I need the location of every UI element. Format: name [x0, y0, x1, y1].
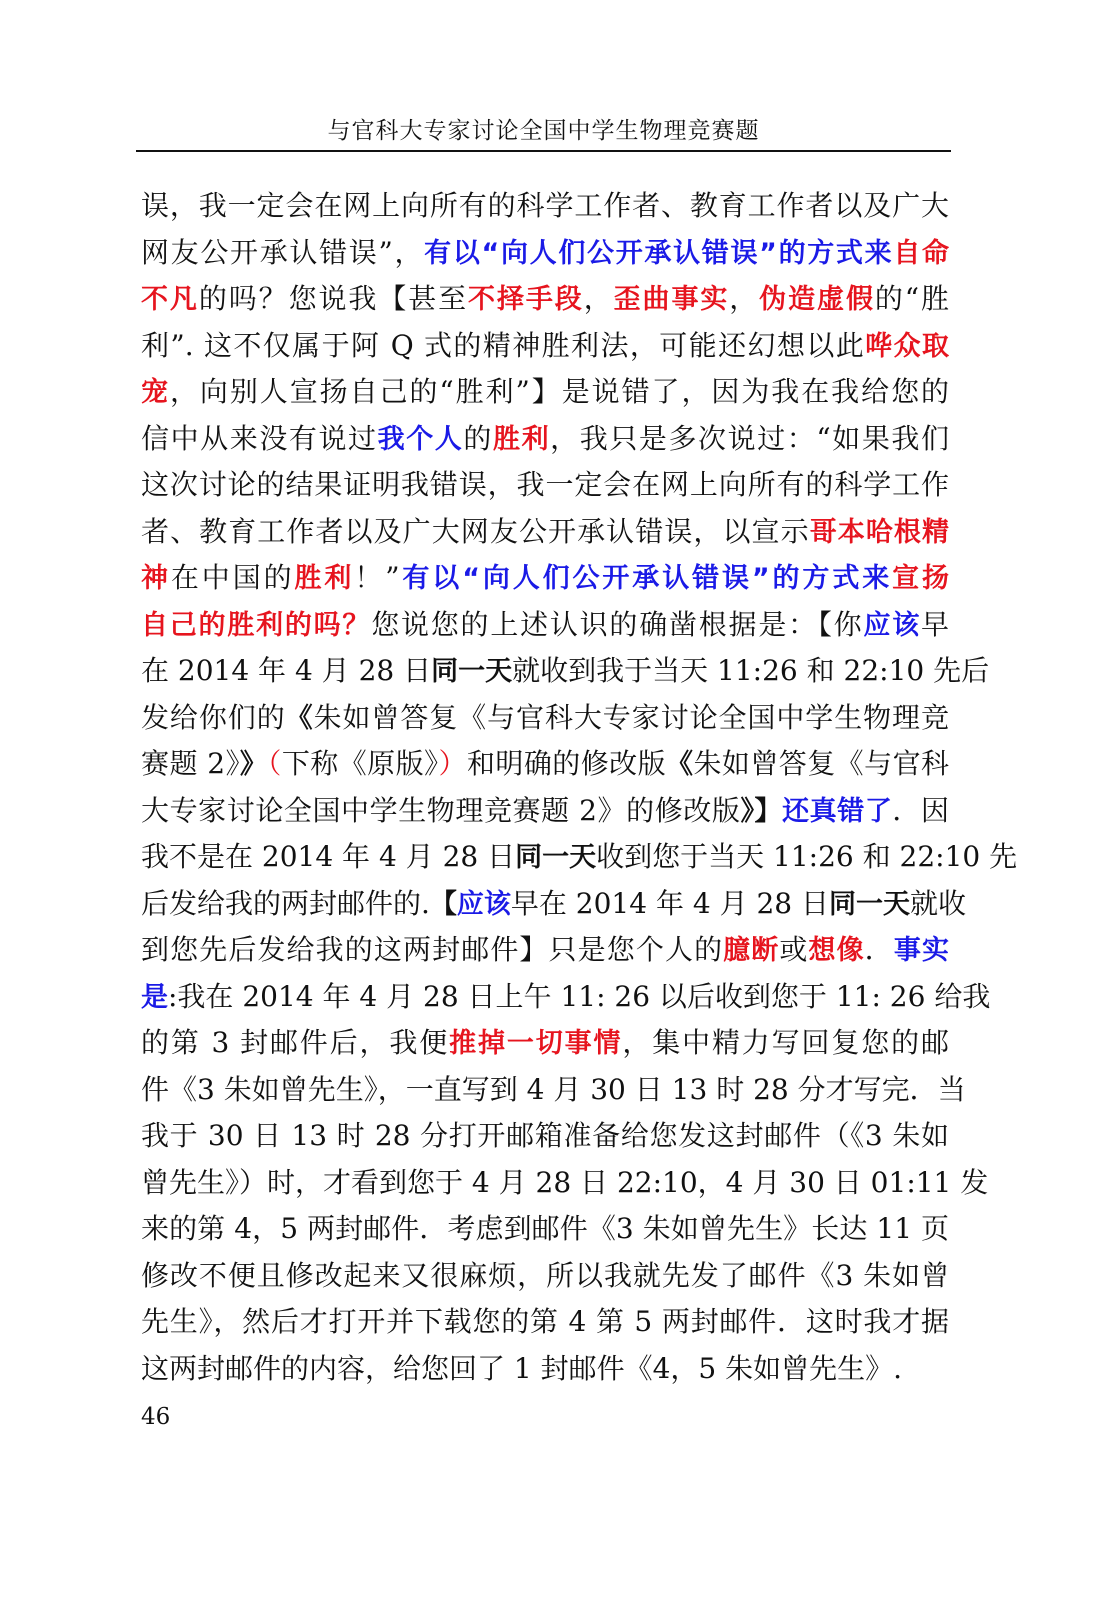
red-emphasis: 宣扬: [892, 563, 950, 594]
text-line: [141, 927, 949, 974]
text-run: 者、教育工作者以及广大网友公开承认错误，以宣示: [141, 514, 810, 548]
text-line: [141, 741, 949, 788]
text-run: 赛题 2》: [141, 747, 240, 780]
text-run: :我在 2014 年 4 月 28 日上午 11: 26 以后收到您于 11: 26 给我: [168, 979, 991, 1013]
text-line: [141, 1346, 949, 1393]
text-run: 大专家讨论全国中学生物理竞赛题 2》的修改版: [141, 793, 741, 827]
blue-emphasis: 事实: [893, 935, 949, 966]
text-line: [141, 1160, 989, 1207]
red-emphasis: 推掉一切事情: [449, 1028, 623, 1059]
blue-emphasis: 有以“向人们公开承认错误”的方式来: [399, 563, 893, 594]
text-run: ，向别人宣扬自己的“胜利”】是说错了，因为我在我给您的: [169, 375, 950, 408]
red-emphasis: 想像: [808, 935, 865, 966]
red-emphasis: 不凡: [141, 284, 199, 315]
text-run: 这次讨论的结果证明我错误，我一定会在网上向所有的科学工作: [141, 468, 949, 501]
blue-emphasis: 是: [141, 981, 168, 1013]
red-emphasis: 神: [141, 563, 171, 594]
text-run: 误，我一定会在网上向所有的科学工作者、教育工作者以及广大: [141, 189, 949, 222]
red-emphasis: 臆断: [723, 935, 780, 966]
text-run: 在 2014 年 4 月 28 日: [141, 654, 432, 687]
text-line: [141, 602, 949, 649]
bold-emphasis: 》】: [740, 795, 783, 827]
red-emphasis: 自命: [893, 237, 949, 269]
red-emphasis: 哥本哈根精: [809, 516, 949, 548]
blue-emphasis: 应该: [456, 888, 511, 920]
text-line: [141, 509, 949, 556]
text-run: ，我只是多次说过：“如果我们: [550, 421, 950, 455]
blue-emphasis: 应该: [863, 609, 921, 641]
bold-emphasis: 》: [239, 749, 268, 780]
text-line: [141, 834, 1018, 881]
red-emphasis: 歪曲事实: [613, 284, 730, 315]
bold-emphasis: 同一天: [829, 888, 911, 920]
text-run: 在中国的: [170, 561, 295, 594]
red-emphasis: 宠: [141, 377, 170, 408]
text-line: [141, 788, 949, 835]
text-line: [141, 881, 967, 928]
text-run: 收到您于当天 11:26 和 22:10 先: [596, 840, 1018, 873]
page-number: 46: [141, 1404, 171, 1430]
text-run: 我不是在 2014 年 4 月 28 日: [141, 840, 516, 873]
text-line: [141, 276, 949, 323]
text-line: [141, 648, 990, 695]
text-line: [141, 1253, 949, 1300]
blue-emphasis: 还真错了: [782, 795, 893, 827]
body-text: [141, 183, 1018, 1392]
text-line: [141, 416, 949, 463]
text-run: 曾先生》）时，才看到您于 4 月 28 日 22:10，4 月 30 日 01:11 发: [141, 1165, 989, 1199]
text-run: 朱如曾答复《与官科大专家讨论全国中学生物理竞: [313, 700, 949, 734]
text-line: [141, 1113, 949, 1160]
text-run: ，集中精力写回复您的邮: [622, 1026, 949, 1059]
text-run: 网友公开承认错误”，: [141, 235, 425, 269]
text-run: 您说您的上述认识的确凿根据是：【你: [371, 607, 864, 641]
text-run: 后发给我的两封邮件的.: [141, 886, 430, 920]
bold-emphasis: 同一天: [515, 842, 597, 873]
bold-emphasis: 《: [285, 702, 314, 734]
red-emphasis: 胜利: [294, 563, 355, 594]
text-run: 就收: [910, 886, 967, 920]
text-run: ．: [864, 933, 894, 966]
red-emphasis: 胜利: [492, 423, 551, 455]
red-emphasis: 不择手段: [468, 284, 584, 315]
text-run: 利”. 这不仅属于阿 Q 式的精神胜利法，可能还幻想以此: [141, 328, 866, 362]
text-run: 这两封邮件的内容，给您回了 1 封邮件《4，5 朱如曾先生》.: [141, 1351, 903, 1385]
text-run: 或: [779, 933, 809, 966]
bold-emphasis: 《: [666, 749, 694, 780]
red-emphasis: 自己的胜利的吗？: [141, 609, 372, 641]
text-run: 我于 30 日 13 时 28 分打开邮箱准备给您发这封邮件（《3 朱如: [141, 1119, 949, 1152]
text-line: [141, 974, 991, 1021]
text-run: 的第 3 封邮件后，我便: [141, 1026, 450, 1059]
text-run: ．因: [892, 793, 949, 827]
text-run: ，: [729, 282, 760, 315]
blue-emphasis: 我个人: [377, 423, 464, 455]
text-run: 下称《原版》: [281, 747, 439, 780]
red-paren: （: [267, 747, 282, 780]
text-line: [141, 695, 949, 742]
text-line: [141, 1020, 949, 1067]
running-header-title: 与官科大专家讨论全国中学生物理竞赛题: [327, 118, 760, 144]
red-emphasis: 哗众取: [865, 330, 950, 362]
text-run: 早: [921, 607, 950, 641]
text-line: [141, 1067, 966, 1114]
text-line: [141, 462, 949, 509]
text-run: 件《3 朱如曾先生》，一直写到 4 月 30 日 13 时 28 分才写完．当: [141, 1072, 966, 1106]
text-line: [141, 1206, 949, 1253]
red-emphasis: 伪造虚假: [759, 284, 875, 315]
text-run: 信中从来没有说过: [141, 421, 378, 455]
text-run: 来的第 4，5 两封邮件．考虑到邮件《3 朱如曾先生》长达 11 页: [141, 1212, 949, 1245]
text-run: ！”: [354, 561, 400, 594]
text-run: 修改不便且修改起来又很麻烦，所以我就先发了邮件《3 朱如曾: [141, 1258, 949, 1292]
text-line: [141, 555, 949, 602]
text-line: [141, 1299, 949, 1346]
text-run: ，: [583, 282, 614, 315]
blue-emphasis: 有以“向人们公开承认错误”的方式来: [424, 237, 894, 269]
text-run: 就收到我于当天 11:26 和 22:10 先后: [512, 654, 990, 687]
text-line: [141, 323, 949, 370]
bold-emphasis: 同一天: [431, 656, 513, 687]
text-run: 到您先后发给我的这两封邮件】只是您个人的: [141, 933, 724, 966]
text-line: [141, 230, 949, 277]
text-run: 的吗？您说我【甚至: [198, 282, 469, 315]
text-run: 的: [463, 421, 493, 455]
text-line: [141, 183, 949, 230]
text-run: 先生》，然后才打开并下载您的第 4 第 5 两封邮件．这时我才据: [141, 1305, 949, 1338]
text-run: 的“胜: [874, 282, 949, 315]
text-line: [141, 369, 949, 416]
text-run: 早在 2014 年 4 月 28 日: [510, 886, 830, 920]
red-paren: ）: [438, 747, 467, 780]
bold-emphasis: 【: [429, 888, 457, 920]
text-run: 发给你们的: [141, 700, 286, 734]
text-run: 和明确的修改版: [466, 747, 667, 780]
text-run: 朱如曾答复《与官科: [693, 747, 950, 780]
header-rule: [136, 150, 951, 152]
